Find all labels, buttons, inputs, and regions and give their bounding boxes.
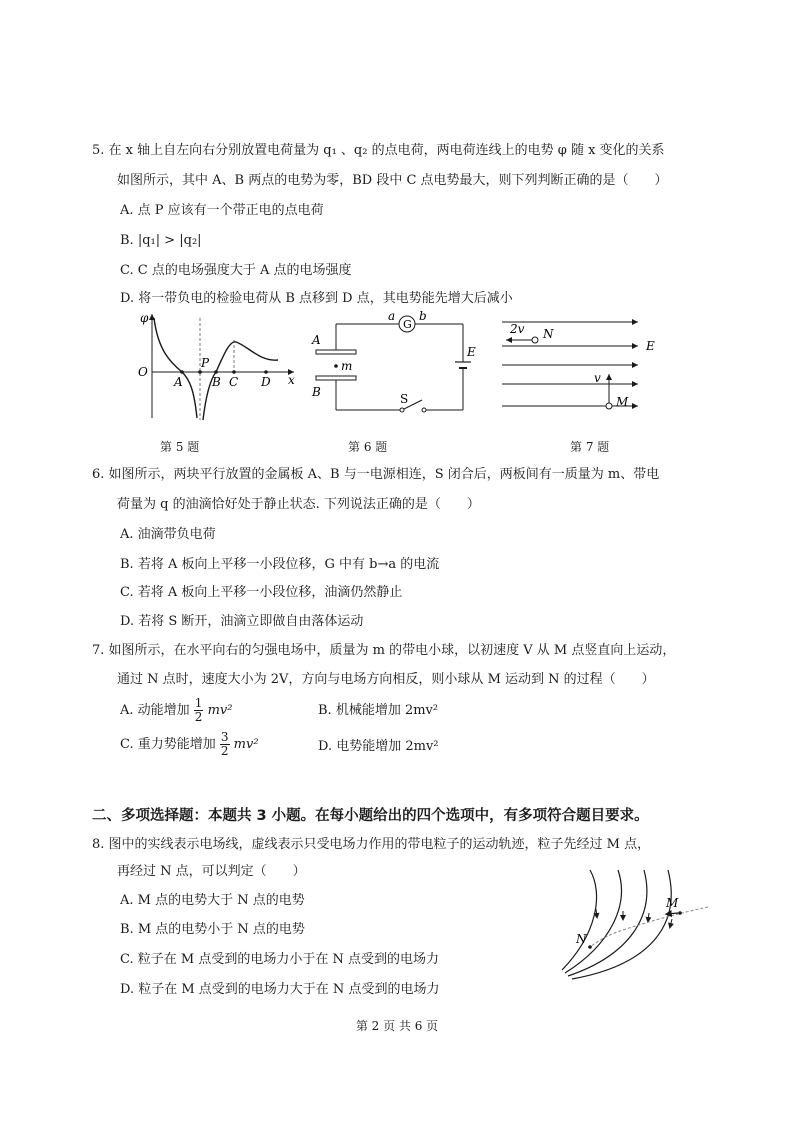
- q5-option-b: B. |q₁| > |q₂|: [120, 233, 202, 248]
- q7-option-c-numerator: 3: [220, 730, 229, 744]
- q5-option-a: A. 点 P 应该有一个带正电的点电荷: [120, 203, 324, 218]
- fig6-capacitor-circuit: [308, 310, 478, 420]
- fig6-label-m: m: [341, 359, 353, 373]
- fig5-label-d: D: [261, 375, 271, 389]
- fig5-potential-graph: [130, 310, 300, 425]
- q7-option-d: D. 电势能增加 2mv²: [318, 739, 439, 754]
- fig7-label-v: v: [594, 371, 601, 385]
- fig5-label-p: P: [201, 356, 210, 370]
- q6-option-d: D. 若将 S 断开，油滴立即做自由落体运动: [120, 614, 364, 629]
- q6-option-a: A. 油滴带负电荷: [120, 527, 216, 542]
- fig6-caption: 第 6 题: [348, 440, 388, 454]
- q7-option-c-suffix: mv²: [233, 737, 259, 752]
- section-2-heading: 二、多项选择题：本题共 3 小题。在每小题给出的四个选项中，有多项符合题目要求。: [92, 808, 649, 824]
- q8-option-b: B. M 点的电势小于 N 点的电势: [120, 922, 305, 937]
- fig8-field-line: [568, 870, 647, 976]
- fig8-point-m: [678, 911, 682, 915]
- fig8-field-line: [562, 870, 597, 970]
- fig5-point-d: [264, 370, 268, 374]
- fig5-point-c: [232, 370, 236, 374]
- fig5-point-a: [180, 370, 184, 374]
- q6-option-b: B. 若将 A 板向上平移一小段位移，G 中有 b→a 的电流: [120, 557, 440, 572]
- fig8-field-arrow: [648, 913, 649, 921]
- fig7-label-2v: 2v: [510, 322, 525, 336]
- fig7-label-e: E: [646, 339, 655, 353]
- fig7-uniform-field: [498, 312, 658, 417]
- q8-option-c: C. 粒子在 M 点受到的电场力小于在 N 点受到的电场力: [120, 952, 439, 967]
- fig6-label-g: G: [403, 318, 412, 331]
- q8-option-a: A. M 点的电势大于 N 点的电势: [120, 893, 305, 908]
- fig5-point-p: [198, 370, 202, 374]
- q7-option-b: B. 机械能增加 2mv²: [318, 703, 439, 718]
- fig8-label-n: N: [576, 932, 587, 946]
- q7-option-a-fraction: [194, 697, 204, 724]
- fig7-ball-m: [606, 403, 612, 409]
- fig6-plate-a: [316, 350, 356, 354]
- fig5-point-b: [214, 370, 218, 374]
- q7-option-a-suffix: mv²: [207, 703, 233, 718]
- fig5-label-a: A: [174, 375, 183, 389]
- q6-option-c: C. 若将 A 板向上平移一小段位移，油滴仍然静止: [120, 585, 403, 600]
- fig6-plate-b: [316, 376, 356, 380]
- fig8-field-arrow: [670, 919, 672, 927]
- q7-option-a-numerator: 1: [194, 696, 203, 710]
- fig7-label-m: M: [616, 395, 629, 409]
- q8-option-d: D. 粒子在 M 点受到的电场力大于在 N 点受到的电场力: [120, 982, 440, 997]
- fig6-label-b-node: b: [419, 309, 427, 323]
- fig8-field-arrow: [596, 909, 597, 917]
- q8-stem-line2: 再经过 N 点，可以判定（ ）: [117, 864, 306, 879]
- page-footer: 第 2 页 共 6 页: [355, 1019, 439, 1033]
- fig8-field-lines: [560, 865, 710, 985]
- fig6-switch-right: [422, 408, 426, 412]
- fig7-ball-n: [532, 337, 538, 343]
- q8-stem-line1: 8. 图中的实线表示电场线，虚线表示只受电场力作用的带电粒子的运动轨迹，粒子先经过 M 点，: [92, 837, 651, 852]
- q5-stem-line2: 如图所示，其中 A、B 两点的电势为零，BD 段中 C 点电势最大，则下列判断正确的是（ ）: [117, 173, 668, 188]
- fig8-point-n: [588, 945, 592, 949]
- q7-option-a-denominator: 2: [194, 710, 203, 724]
- fig5-label-c: C: [229, 375, 239, 389]
- q7-stem-line1: 7. 如图所示，在水平向右的匀强电场中，质量为 m 的带电小球，以初速度 V 从 M 点竖直向上运动，: [92, 643, 676, 658]
- fig5-label-o: O: [138, 365, 148, 379]
- fig7-caption: 第 7 题: [570, 440, 610, 454]
- fig6-label-a-node: a: [388, 309, 396, 323]
- q6-stem-line1: 6. 如图所示，两块平行放置的金属板 A、B 与一电源相连，S 闭合后，两板间有一质量为 m、带电: [92, 467, 660, 482]
- q7-option-a-prefix: A. 动能增加: [120, 703, 190, 718]
- q7-option-c: [120, 731, 259, 759]
- fig5-curve-left: [154, 318, 197, 418]
- fig6-label-s: S: [400, 392, 409, 406]
- fig6-switch-left: [400, 408, 404, 412]
- fig5-label-x: x: [288, 373, 295, 387]
- q5-option-c: C. C 点的电场强度大于 A 点的电场强度: [120, 263, 352, 278]
- fig8-label-m: M: [666, 896, 679, 910]
- q7-option-a: [120, 697, 232, 725]
- q7-option-c-fraction: [220, 731, 230, 758]
- fig6-label-plate-b: B: [312, 385, 321, 399]
- fig6-label-e: E: [467, 345, 476, 359]
- fig5-caption: 第 5 题: [160, 440, 200, 454]
- fig6-label-plate-a: A: [312, 333, 321, 347]
- q7-option-c-denominator: 2: [220, 744, 229, 758]
- q5-option-d: D. 将一带负电的检验电荷从 B 点移到 D 点，其电势能先增大后减小: [120, 291, 513, 306]
- q6-stem-line2: 荷量为 q 的油滴恰好处于静止状态. 下列说法正确的是（ ）: [117, 497, 480, 512]
- q7-stem-line2: 通过 N 点时，速度大小为 2V，方向与电场方向相反，则小球从 M 运动到 N 的过程（ ）: [117, 672, 655, 687]
- q7-option-c-prefix: C. 重力势能增加: [120, 737, 216, 752]
- fig6-oil-drop: [334, 364, 338, 368]
- fig7-label-n: N: [543, 327, 554, 341]
- fig5-label-b: B: [212, 375, 221, 389]
- q5-stem-line1: 5. 在 x 轴上自左向右分别放置电荷量为 q₁ 、q₂ 的点电荷，两电荷连线上的电势 φ 随 x 变化的关系: [92, 143, 665, 158]
- fig5-label-phi: φ: [140, 311, 149, 325]
